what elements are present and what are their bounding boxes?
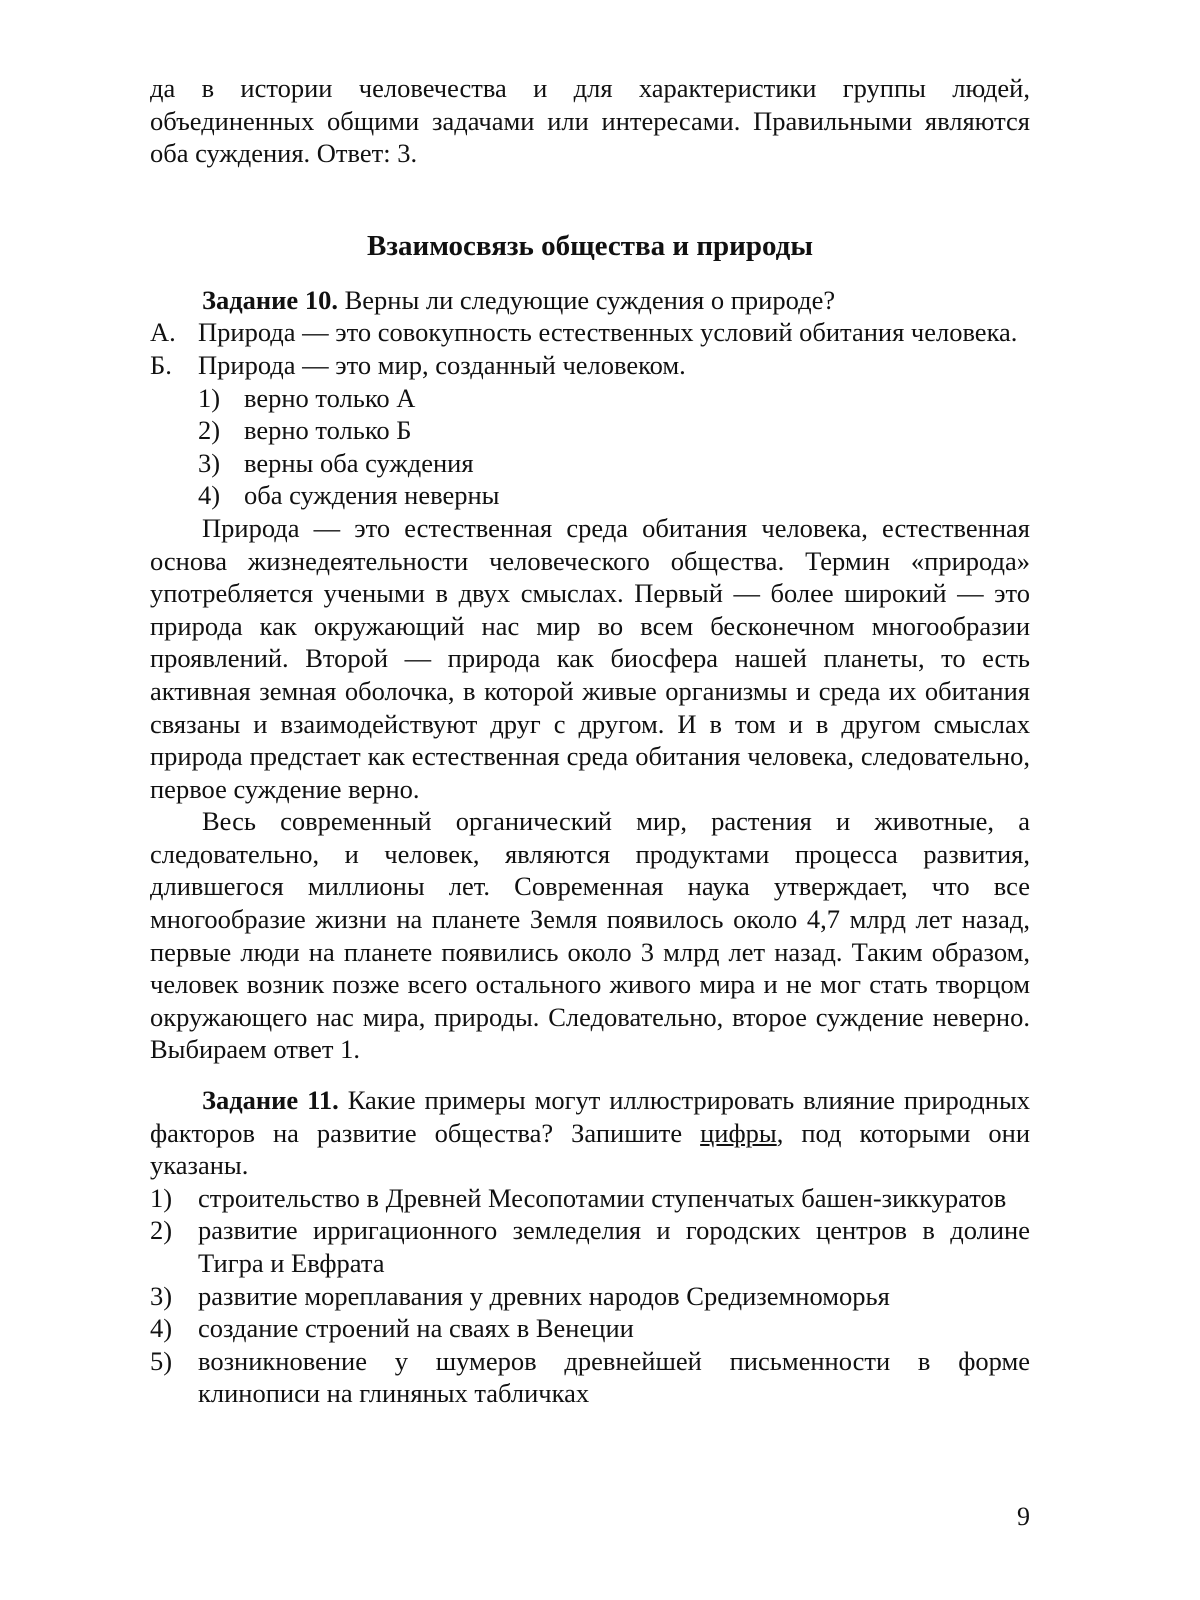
task-11-item-1 bbox=[150, 1182, 1030, 1215]
task-11-item-4 bbox=[150, 1312, 1030, 1345]
option-4-text: оба суждения неверны bbox=[244, 480, 500, 511]
task-11-question-before: Какие примеры могут иллюстрировать влияние природных факторов на развитие общества? Запишите bbox=[150, 1085, 1030, 1148]
task-11-question-underlined: цифры bbox=[700, 1117, 777, 1148]
item-2-text: развитие ирригационного земледелия и городских центров в долине Тигра и Евфрата bbox=[198, 1215, 1030, 1278]
task-11-question-after: , под которыми они указаны. bbox=[150, 1117, 1030, 1181]
task-10-label: Задание 10. bbox=[202, 284, 338, 315]
statement-b bbox=[150, 349, 1030, 382]
item-1-text: строительство в Древней Месопотамии ступенчатых башен-зиккуратов bbox=[198, 1182, 1007, 1213]
item-5-text: возникновение у шумеров древнейшей письменности в форме клинописи на глиняных табличках bbox=[198, 1345, 1030, 1409]
option-1-text: верно только А bbox=[244, 382, 416, 413]
section-title: Взаимосвязь общества и природы bbox=[366, 229, 813, 262]
item-4-num: 4) bbox=[150, 1313, 173, 1344]
task-10-options bbox=[150, 382, 1030, 512]
statement-b-mark: Б. bbox=[150, 349, 172, 380]
item-4-text: создание строений на сваях в Венеции bbox=[198, 1313, 634, 1344]
task-11-item-3 bbox=[150, 1280, 1030, 1313]
page-content bbox=[150, 72, 1030, 1410]
statement-a-mark: А. bbox=[150, 317, 176, 348]
option-4 bbox=[198, 479, 1030, 512]
item-1-num: 1) bbox=[150, 1182, 173, 1213]
explanation-paragraph-1: Природа — это естественная среда обитания человека, естественная основа жизнедеятельности человеческого общества. Термин «природа» употребляется учеными в двух смыслах. Первый — более широкий — это природа как окружающий нас мир во всем бесконечном многообразии проявлений. Второй — природа как биосфера нашей планеты, то есть активная земная оболочка, в которой живые организмы и среда их обитания связаны и взаимодействуют друг с другом. И в том и в другом смыслах природа предстает как естественная среда обитания человека, следовательно, первое суждение верно. bbox=[150, 512, 1030, 804]
statement-a-text: Природа — это совокупность естественных условий обитания человека. bbox=[198, 317, 1018, 348]
intro-paragraph: да в истории человечества и для характеристики группы людей, объединенных общими задачами или интересами. Правильными являются оба суждения. Ответ: 3. bbox=[150, 73, 1030, 169]
item-3-text: развитие мореплавания у древних народов Средиземноморья bbox=[198, 1280, 890, 1311]
task-10-question-text: Верны ли следующие суждения о природе? bbox=[337, 284, 836, 315]
option-4-num: 4) bbox=[198, 480, 221, 511]
statement-a bbox=[150, 316, 1030, 349]
option-2-num: 2) bbox=[198, 415, 221, 446]
task-11-items bbox=[150, 1182, 1030, 1410]
option-2 bbox=[198, 414, 1030, 447]
item-3-num: 3) bbox=[150, 1280, 173, 1311]
page-number: 9 bbox=[1017, 1502, 1030, 1531]
task-11-label: Задание 11. bbox=[202, 1085, 339, 1116]
option-1 bbox=[198, 382, 1030, 415]
statement-b-text: Природа — это мир, созданный человеком. bbox=[198, 349, 686, 380]
item-5-num: 5) bbox=[150, 1345, 173, 1376]
option-1-num: 1) bbox=[198, 382, 221, 413]
task-11-item-5 bbox=[150, 1345, 1030, 1410]
item-2-num: 2) bbox=[150, 1215, 173, 1246]
option-2-text: верно только Б bbox=[244, 415, 412, 446]
option-3-text: верны оба суждения bbox=[244, 447, 474, 478]
task-11-item-2 bbox=[150, 1214, 1030, 1279]
option-3-num: 3) bbox=[198, 447, 221, 478]
option-3 bbox=[198, 447, 1030, 480]
task-11-question bbox=[150, 1084, 1030, 1182]
explanation-paragraph-2: Весь современный органический мир, растения и животные, а следовательно, и человек, являются продуктами процесса развития, длившегося миллионы лет. Современная наука утверждает, что все многообразие жизни на планете Земля появилось около 4,7 млрд лет назад, первые люди на планете появились около 3 млрд лет назад. Таким образом, человек возник позже всего остального живого мира и не мог стать творцом окружающего нас мира, природы. Следовательно, второе суждение неверно. Выбираем ответ 1. bbox=[150, 806, 1030, 1065]
task-10-question bbox=[150, 284, 1030, 317]
